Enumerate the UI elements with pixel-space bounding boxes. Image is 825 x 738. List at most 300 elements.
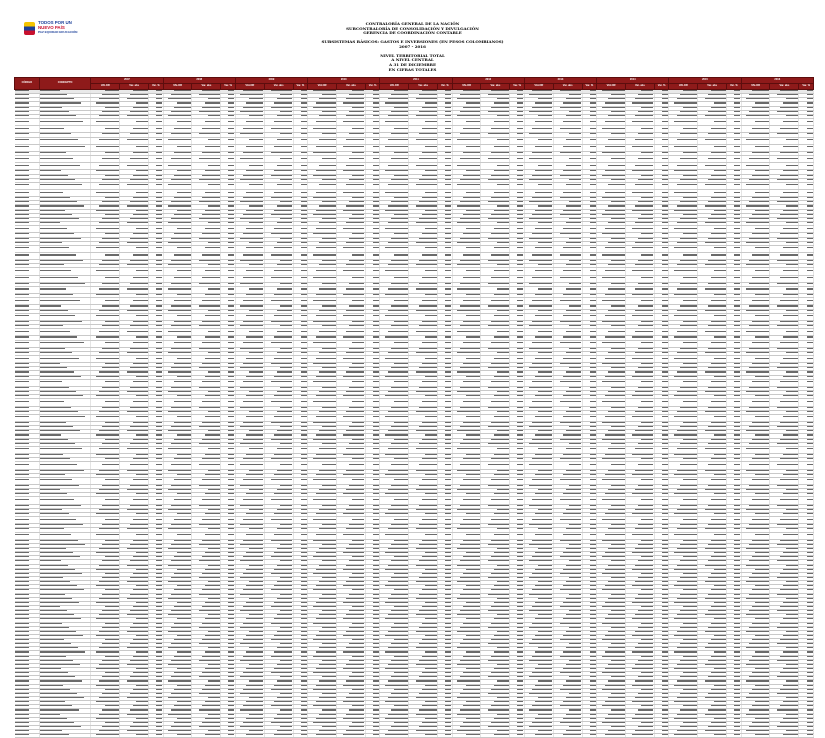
row-value <box>235 252 264 259</box>
row-value <box>120 118 149 125</box>
row-value <box>365 340 379 347</box>
row-value <box>308 517 337 524</box>
row-value <box>192 182 221 189</box>
row-value <box>235 406 264 410</box>
row-value <box>365 156 379 163</box>
row-value <box>524 313 553 320</box>
row-value <box>669 532 698 539</box>
row-value <box>192 497 221 504</box>
row-value <box>235 282 264 286</box>
table-row <box>15 137 814 144</box>
row-value <box>163 489 192 493</box>
row-value <box>120 226 149 233</box>
row-concept <box>39 469 91 473</box>
row-value <box>380 568 409 572</box>
row-value <box>380 462 409 469</box>
row-value <box>597 182 626 189</box>
row-value <box>669 268 698 275</box>
table-row <box>15 414 814 421</box>
row-value <box>91 144 120 151</box>
row-value <box>235 593 264 597</box>
row-value <box>452 462 481 469</box>
row-value <box>553 252 582 259</box>
row-value <box>669 454 698 458</box>
row-value <box>235 485 264 489</box>
row-value <box>625 532 654 539</box>
row-value <box>120 734 149 738</box>
row-value <box>192 137 221 144</box>
row-value <box>698 734 727 738</box>
row-value <box>727 379 741 386</box>
row-value <box>192 532 221 539</box>
row-value <box>698 462 727 469</box>
row-value <box>553 226 582 233</box>
row-value <box>654 245 668 252</box>
row-value <box>235 156 264 163</box>
row-value <box>91 340 120 347</box>
row-value <box>235 305 264 309</box>
row-value <box>452 126 481 133</box>
row-value <box>698 126 727 133</box>
row-value <box>149 268 163 275</box>
row-value <box>235 118 264 125</box>
row-value <box>553 462 582 469</box>
row-value <box>770 298 799 305</box>
row-value <box>654 340 668 347</box>
header-subcolumn: Var. % <box>438 84 452 90</box>
row-value <box>597 226 626 233</box>
row-value <box>91 336 120 340</box>
row-value <box>553 477 582 484</box>
row-value <box>365 517 379 524</box>
row-value <box>524 110 553 114</box>
row-value <box>308 462 337 469</box>
row-concept <box>39 543 91 547</box>
header-concept: CONCEPTO <box>39 78 91 90</box>
row-value <box>438 399 452 406</box>
row-value <box>524 329 553 336</box>
row-value <box>409 252 438 259</box>
row-value <box>163 517 192 524</box>
row-value <box>524 446 553 453</box>
row-value <box>524 379 553 386</box>
row-value <box>293 118 307 125</box>
row-value <box>91 601 120 605</box>
row-value <box>669 156 698 163</box>
row-value <box>120 286 149 293</box>
row-value <box>149 462 163 469</box>
row-value <box>264 275 293 282</box>
row-value <box>336 126 365 133</box>
row-concept <box>39 356 91 363</box>
header-subcolumn: VALOR <box>524 84 553 90</box>
row-value <box>120 298 149 305</box>
row-value <box>149 163 163 170</box>
row-value <box>438 156 452 163</box>
row-concept <box>39 226 91 233</box>
header-year: 2012 <box>452 78 524 84</box>
row-value <box>264 462 293 469</box>
table-row <box>15 497 814 504</box>
row-value <box>235 347 264 351</box>
row-value <box>308 356 337 363</box>
row-value <box>654 329 668 336</box>
row-value <box>149 182 163 189</box>
row-value <box>380 340 409 347</box>
row-value <box>553 356 582 363</box>
row-value <box>308 286 337 293</box>
row-value <box>452 532 481 539</box>
row-value <box>582 163 596 170</box>
row-value <box>91 163 120 170</box>
row-value <box>91 356 120 363</box>
table-row <box>15 226 814 233</box>
row-value <box>163 264 192 268</box>
row-concept <box>39 245 91 252</box>
row-value <box>264 137 293 144</box>
row-value <box>452 241 481 245</box>
row-value <box>741 517 770 524</box>
row-value <box>380 156 409 163</box>
row-value <box>163 391 192 395</box>
row-value <box>452 313 481 320</box>
row-value <box>438 313 452 320</box>
row-value <box>452 371 481 375</box>
row-value <box>741 286 770 293</box>
row-value <box>308 497 337 504</box>
row-value <box>524 94 553 98</box>
row-value <box>438 163 452 170</box>
row-value <box>221 126 235 133</box>
header-line: CONTRALORÍA GENERAL DE LA NACIÓN <box>365 21 460 26</box>
row-value <box>669 170 698 174</box>
row-value <box>308 182 337 189</box>
row-value <box>336 226 365 233</box>
row-value <box>741 597 770 601</box>
row-value <box>149 226 163 233</box>
row-value <box>741 713 770 717</box>
row-value <box>91 379 120 386</box>
row-value <box>510 245 524 252</box>
row-value <box>452 156 481 163</box>
row-value <box>553 340 582 347</box>
row-value <box>380 336 409 340</box>
row-value <box>582 517 596 524</box>
row-value <box>799 226 814 233</box>
row-value <box>221 137 235 144</box>
row-value <box>380 601 409 605</box>
row-value <box>625 734 654 738</box>
row-value <box>409 497 438 504</box>
row-value <box>597 245 626 252</box>
row-value <box>524 734 553 738</box>
row-value <box>192 252 221 259</box>
row-value <box>235 734 264 738</box>
row-value <box>698 356 727 363</box>
row-value <box>625 446 654 453</box>
header-subcolumn: VALOR <box>452 84 481 90</box>
row-value <box>221 298 235 305</box>
row-value <box>235 543 264 547</box>
row-value <box>481 144 510 151</box>
header-year: 2008 <box>163 78 235 84</box>
row-value <box>741 264 770 268</box>
row-value <box>582 329 596 336</box>
row-value <box>235 576 264 580</box>
row-value <box>120 517 149 524</box>
row-value <box>625 462 654 469</box>
row-value <box>524 178 553 182</box>
row-value <box>654 497 668 504</box>
row-value <box>524 576 553 580</box>
row-value <box>770 446 799 453</box>
row-value <box>149 517 163 524</box>
header-code: CÓDIGO <box>15 78 40 90</box>
row-value <box>799 190 814 197</box>
row-value <box>727 356 741 363</box>
row-value <box>582 252 596 259</box>
row-value <box>452 399 481 406</box>
row-value <box>308 245 337 252</box>
row-value <box>452 547 481 551</box>
row-value <box>669 144 698 151</box>
row-value <box>163 663 192 667</box>
row-value <box>221 340 235 347</box>
row-concept <box>39 252 91 259</box>
row-value <box>221 182 235 189</box>
row-value <box>741 222 770 226</box>
row-value <box>365 126 379 133</box>
row-value <box>727 734 741 738</box>
row-value <box>336 329 365 336</box>
row-value <box>741 399 770 406</box>
row-value <box>409 245 438 252</box>
row-value <box>698 252 727 259</box>
row-value <box>654 313 668 320</box>
row-value <box>625 226 654 233</box>
row-value <box>669 568 698 572</box>
row-code <box>15 275 40 282</box>
row-value <box>481 245 510 252</box>
row-value <box>625 182 654 189</box>
row-value <box>727 532 741 539</box>
header-year: 2016 <box>741 78 813 84</box>
row-value <box>741 734 770 738</box>
row-value <box>770 163 799 170</box>
row-concept <box>39 497 91 504</box>
row-value <box>741 697 770 701</box>
row-value <box>120 313 149 320</box>
row-code <box>15 226 40 233</box>
row-value <box>770 226 799 233</box>
header-subcolumn: Var. % <box>293 84 307 90</box>
row-value <box>799 462 814 469</box>
row-value <box>91 434 120 438</box>
row-code <box>15 340 40 347</box>
row-value <box>120 356 149 363</box>
row-value <box>235 110 264 114</box>
row-concept <box>39 313 91 320</box>
row-value <box>553 399 582 406</box>
row-value <box>235 414 264 421</box>
row-value <box>770 275 799 282</box>
row-value <box>308 329 337 336</box>
row-value <box>163 205 192 209</box>
row-value <box>293 245 307 252</box>
row-value <box>799 734 814 738</box>
row-value <box>669 182 698 189</box>
table-row <box>15 532 814 539</box>
row-value <box>452 734 481 738</box>
row-value <box>91 226 120 233</box>
row-value <box>365 275 379 282</box>
row-value <box>192 268 221 275</box>
row-value <box>452 118 481 125</box>
row-value <box>91 313 120 320</box>
row-value <box>452 508 481 512</box>
row-value <box>163 144 192 151</box>
row-code <box>15 286 40 293</box>
row-value <box>582 497 596 504</box>
row-value <box>293 268 307 275</box>
row-concept <box>39 532 91 539</box>
row-value <box>799 245 814 252</box>
row-value <box>770 286 799 293</box>
row-value <box>308 532 337 539</box>
row-value <box>524 442 553 446</box>
row-value <box>799 517 814 524</box>
row-value <box>452 264 481 268</box>
row-value <box>452 114 481 118</box>
row-value <box>654 275 668 282</box>
row-value <box>149 156 163 163</box>
row-value <box>163 114 192 118</box>
row-value <box>235 524 264 528</box>
row-value <box>409 477 438 484</box>
row-value <box>365 414 379 421</box>
row-value <box>192 414 221 421</box>
row-value <box>149 313 163 320</box>
row-value <box>799 313 814 320</box>
row-value <box>308 313 337 320</box>
row-value <box>264 190 293 197</box>
row-value <box>149 329 163 336</box>
row-value <box>741 182 770 189</box>
row-value <box>654 298 668 305</box>
row-value <box>235 560 264 564</box>
row-value <box>264 156 293 163</box>
row-concept <box>39 190 91 197</box>
row-value <box>235 626 264 630</box>
row-value <box>669 684 698 688</box>
row-value <box>597 275 626 282</box>
row-value <box>91 473 120 477</box>
row-value <box>91 209 120 213</box>
row-value <box>365 137 379 144</box>
row-value <box>510 126 524 133</box>
row-value <box>698 399 727 406</box>
row-value <box>698 446 727 453</box>
row-value <box>380 144 409 151</box>
row-value <box>654 462 668 469</box>
row-value <box>481 252 510 259</box>
row-value <box>654 532 668 539</box>
row-value <box>163 182 192 189</box>
row-value <box>120 182 149 189</box>
row-code <box>15 182 40 189</box>
row-value <box>409 379 438 386</box>
row-value <box>91 156 120 163</box>
row-value <box>553 163 582 170</box>
row-value <box>481 446 510 453</box>
row-value <box>293 182 307 189</box>
row-value <box>481 182 510 189</box>
row-value <box>308 126 337 133</box>
row-value <box>770 190 799 197</box>
row-value <box>293 734 307 738</box>
row-value <box>163 614 192 618</box>
row-value <box>669 399 698 406</box>
row-value <box>770 356 799 363</box>
row-value <box>91 651 120 655</box>
row-value <box>597 734 626 738</box>
row-value <box>336 182 365 189</box>
row-value <box>669 252 698 259</box>
row-value <box>597 399 626 406</box>
row-value <box>163 190 192 197</box>
row-value <box>510 497 524 504</box>
row-value <box>452 713 481 717</box>
row-value <box>799 446 814 453</box>
row-value <box>163 430 192 434</box>
table-row <box>15 379 814 386</box>
row-code <box>15 329 40 336</box>
row-value <box>669 298 698 305</box>
row-value <box>221 532 235 539</box>
row-value <box>524 726 553 730</box>
row-value <box>336 190 365 197</box>
logo-line-1: TODOS POR UN <box>38 19 72 25</box>
row-concept <box>39 734 91 738</box>
row-value <box>741 156 770 163</box>
row-value <box>380 252 409 259</box>
report-header <box>0 19 825 72</box>
row-value <box>741 446 770 453</box>
row-value <box>654 137 668 144</box>
row-concept <box>39 477 91 484</box>
row-value <box>481 118 510 125</box>
row-value <box>524 305 553 309</box>
row-value <box>582 356 596 363</box>
row-value <box>235 532 264 539</box>
row-value <box>510 340 524 347</box>
row-value <box>597 356 626 363</box>
table-row <box>15 340 814 347</box>
row-value <box>380 102 409 106</box>
row-value <box>120 190 149 197</box>
row-value <box>192 517 221 524</box>
row-value <box>91 552 120 556</box>
row-value <box>91 275 120 282</box>
row-concept <box>39 329 91 336</box>
row-value <box>625 379 654 386</box>
row-value <box>221 275 235 282</box>
row-value <box>582 182 596 189</box>
row-value <box>438 275 452 282</box>
row-value <box>452 298 481 305</box>
header-subcolumn: Var. abs <box>409 84 438 90</box>
row-value <box>741 528 770 532</box>
